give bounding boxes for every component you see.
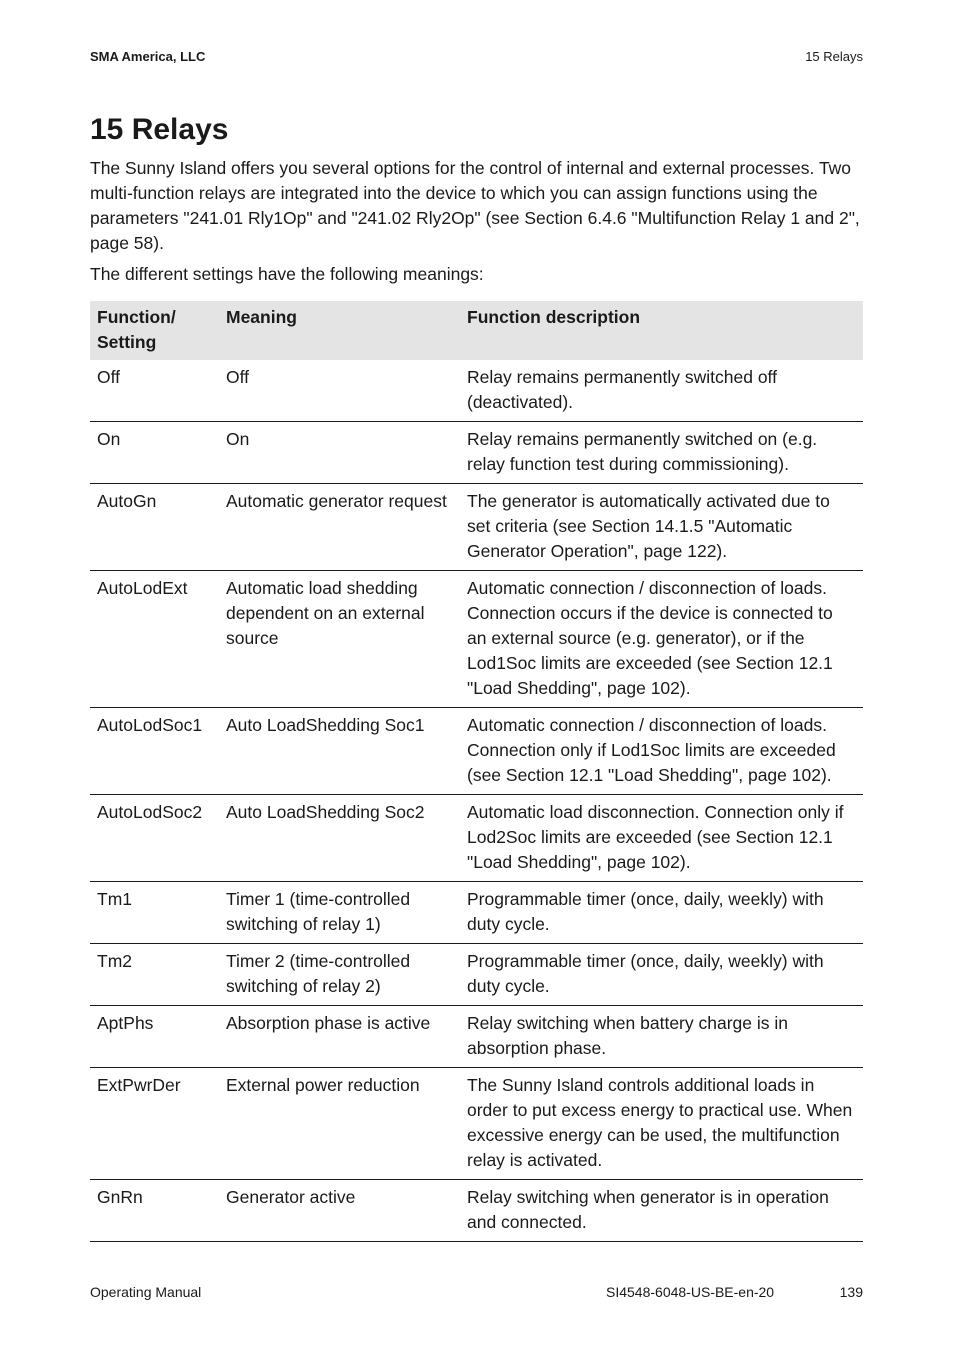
- page-footer: [90, 1284, 863, 1304]
- table-row: [90, 360, 863, 422]
- cell-meaning: Off: [219, 360, 460, 422]
- column-header-description: Function description: [460, 301, 863, 360]
- cell-description: Relay remains permanently switched off (deactivated).: [460, 360, 863, 422]
- cell-description: Automatic load disconnection. Connection only if Lod2Soc limits are exceeded (see Section 12.1 "Load Shedding", page 102).: [460, 795, 863, 882]
- column-header-function: Function/ Setting: [90, 301, 219, 360]
- cell-meaning: Automatic generator request: [219, 484, 460, 571]
- cell-meaning: External power reduction: [219, 1068, 460, 1180]
- table-row: [90, 1180, 863, 1242]
- cell-function: AptPhs: [90, 1006, 219, 1068]
- relay-settings-table: [90, 301, 863, 1242]
- cell-description: Relay remains permanently switched on (e.g. relay function test during commissioning).: [460, 422, 863, 484]
- cell-description: Automatic connection / disconnection of loads. Connection only if Lod1Soc limits are exceeded (see Section 12.1 "Load Shedding", page 102).: [460, 708, 863, 795]
- cell-description: Relay switching when battery charge is in absorption phase.: [460, 1006, 863, 1068]
- cell-meaning: Auto LoadShedding Soc1: [219, 708, 460, 795]
- table-row: [90, 1006, 863, 1068]
- cell-function: AutoLodSoc1: [90, 708, 219, 795]
- table-row: [90, 422, 863, 484]
- cell-meaning: Generator active: [219, 1180, 460, 1242]
- cell-function: GnRn: [90, 1180, 219, 1242]
- header-section-ref: 15 Relays: [805, 49, 863, 64]
- column-header-meaning: Meaning: [219, 301, 460, 360]
- intro-paragraph: The Sunny Island offers you several options for the control of internal and external processes. Two multi-function relays are integrated into the device to which you can assign functions using the parameters "241.01 Rly1Op" and "241.02 Rly2Op" (see Section 6.4.6 "Multifunction Relay 1 and 2", page 58).: [90, 158, 860, 253]
- cell-description: Automatic connection / disconnection of loads. Connection occurs if the device is connected to an external source (e.g. generator), or if the Lod1Soc limits are exceeded (see Section 12.1 "Load Shedding", page 102).: [460, 571, 863, 708]
- cell-function: AutoGn: [90, 484, 219, 571]
- cell-function: Tm1: [90, 882, 219, 944]
- table-row: [90, 708, 863, 795]
- page-title: 15 Relays: [90, 113, 229, 146]
- cell-description: Programmable timer (once, daily, weekly) with duty cycle.: [460, 882, 863, 944]
- cell-meaning: Automatic load shedding dependent on an external source: [219, 571, 460, 708]
- cell-function: ExtPwrDer: [90, 1068, 219, 1180]
- cell-function: Tm2: [90, 944, 219, 1006]
- footer-page-number: 139: [839, 1284, 863, 1300]
- table-row: [90, 795, 863, 882]
- table-lead-paragraph: The different settings have the following meanings:: [90, 264, 484, 284]
- table-row: [90, 484, 863, 571]
- cell-meaning: Timer 1 (time-controlled switching of relay 1): [219, 882, 460, 944]
- cell-description: Relay switching when generator is in operation and connected.: [460, 1180, 863, 1242]
- cell-function: AutoLodSoc2: [90, 795, 219, 882]
- page-header: [90, 49, 863, 69]
- cell-function: AutoLodExt: [90, 571, 219, 708]
- footer-document-id: SI4548-6048-US-BE-en-20: [606, 1284, 775, 1300]
- cell-description: The generator is automatically activated due to set criteria (see Section 14.1.5 "Automatic Generator Operation", page 122).: [460, 484, 863, 571]
- cell-meaning: Absorption phase is active: [219, 1006, 460, 1068]
- cell-meaning: Auto LoadShedding Soc2: [219, 795, 460, 882]
- table-row: [90, 571, 863, 708]
- table-row: [90, 882, 863, 944]
- table-row: [90, 944, 863, 1006]
- footer-manual-label: Operating Manual: [90, 1284, 202, 1300]
- table-row: [90, 1068, 863, 1180]
- table-header-row: [90, 301, 863, 360]
- company-name: SMA America, LLC: [90, 49, 206, 64]
- cell-function: On: [90, 422, 219, 484]
- cell-function: Off: [90, 360, 219, 422]
- cell-description: The Sunny Island controls additional loads in order to put excess energy to practical use. When excessive energy can be used, the multifunction relay is activated.: [460, 1068, 863, 1180]
- cell-meaning: On: [219, 422, 460, 484]
- cell-meaning: Timer 2 (time-controlled switching of relay 2): [219, 944, 460, 1006]
- cell-description: Programmable timer (once, daily, weekly) with duty cycle.: [460, 944, 863, 1006]
